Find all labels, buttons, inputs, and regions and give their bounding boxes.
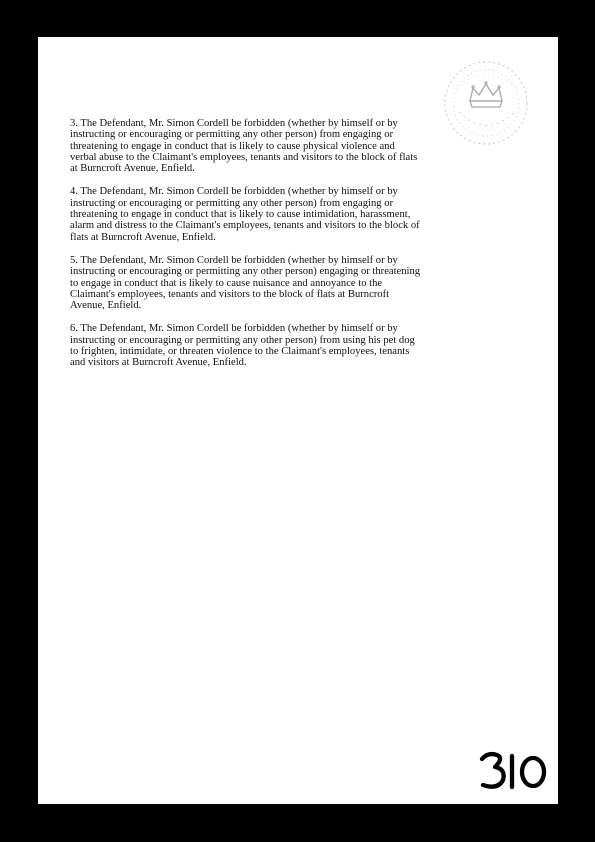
clause-5: 5. The Defendant, Mr. Simon Cordell be forbidden (whether by himself or by instructing or encouraging or permitting any other person) engaging or threatening to engage in conduct that is likely to cause nuisance and annoyance to the Claimant's employees, tenants and visitors to the block of flats at Burncroft Avenue, Enfield. <box>70 254 421 312</box>
clause-4: 4. The Defendant, Mr. Simon Cordell be forbidden (whether by himself or by instructing or encouraging or permitting any other person) from engaging or threatening to engage in conduct that is likely to cause intimidation, harassment, alarm and distress to the Claimant's employees, tenants and visitors to the block of flats at Burncroft Avenue, Enfield. <box>70 186 420 243</box>
clause-6: 6. The Defendant, Mr. Simon Cordell be forbidden (whether by himself or by instructing or encouraging or permitting any other person) from using his pet dog to frighten, intimidate, or threaten violence to the Claimant's employees, tenants and visitors at Burncroft Avenue, Enfield. <box>70 323 415 369</box>
document-page <box>38 37 558 804</box>
handwritten-page-number <box>478 749 550 793</box>
order-clauses <box>70 118 470 381</box>
clause-3: 3. The Defendant, Mr. Simon Cordell be forbidden (whether by himself or by instructing or encouraging or permitting any other person) from engaging or threatening to engage in conduct that is likely to cause physical violence and verbal abuse to the Claimant's employees, tenants and visitors to the block of flats at Burncroft Avenue, Enfield. <box>70 118 418 175</box>
